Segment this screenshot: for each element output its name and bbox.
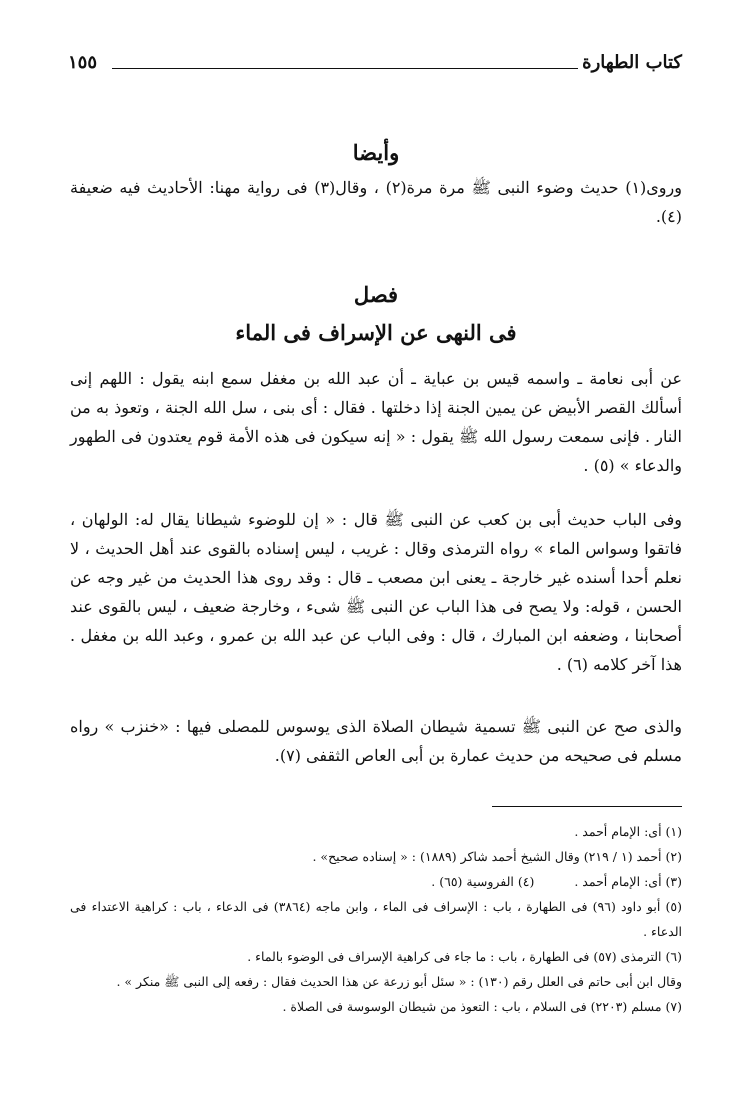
paragraph: عن أبى نعامة ـ واسمه قيس بن عباية ـ أن عبد الله بن مغفل سمع ابنه يقول : اللهم إنى أسألك القصر الأبيض عن يمين الجنة إذا دخلتها . فقال : أى بنى ، سل الله الجنة ، وتعوذ به من النار . فإنى سمعت رسول الله ﷺ يقول : « إنه سيكون فى هذه الأمة قوم يعتدون فى الطهور والدعاء » (٥) . [70,369,682,475]
section2-paragraph-3 [70,712,682,770]
paragraph: وفى الباب حديث أبى بن كعب عن النبى ﷺ قال : « إن للوضوء شيطانا يقال له: الولهان ، فاتقوا وسواس الماء » رواه الترمذى وقال : غريب ، ليس إسناده بالقوى عند أهل الحديث ، لا نعلم أحدا أسنده غير خارجة ـ يعنى ابن مصعب ـ قال : وقد روى هذا الحديث من غير وجه عن الحسن ، قوله: ولا يصح فى هذا الباب عن النبى ﷺ شىء ، وخارجة ضعيف ، ليس بالقوى عند أصحابنا ، وضعفه ابن المبارك ، قال : وفى الباب عن عبد الله بن عمرو ، وعبد الله بن مغفل . هذا آخر كلامه (٦) . [70,510,682,674]
section1-paragraph [70,173,682,231]
footnote-6-continued: وقال ابن أبى حاتم فى العلل رقم (١٣٠) : « سئل أبو زرعة عن هذا الحديث فقال : رفعه إلى النبى ﷺ منكر » . [116,974,682,989]
footnotes [70,819,682,1019]
running-head [68,52,682,78]
paragraph: والذى صح عن النبى ﷺ تسمية شيطان الصلاة الذى يوسوس للمصلى فيها : «خنزب » رواه مسلم فى صحيحه من حديث عمارة بن أبى العاص الثقفى (٧). [70,717,682,765]
footnote-4: (٤) الفروسية (٦٥) . [431,874,535,889]
section2-paragraph-1 [70,364,682,480]
section-subheading: فى النهى عن الإسراف فى الماء [235,320,517,345]
footnote-5: (٥) أبو داود (٩٦) فى الطهارة ، باب : الإسراف فى الماء ، وابن ماجه (٣٨٦٤) فى الدعاء ، باب : كراهية الاعتداء فى الدعاء . [70,899,682,939]
section-heading-fasl: فصل [353,282,399,307]
paragraph: وروى(١) حديث وضوء النبى ﷺ مرة مرة(٢) ، وقال(٣) فى رواية مهنا: الأحاديث فيه ضعيفة (٤). [70,178,682,226]
footnote-6: (٦) الترمذى (٥٧) فى الطهارة ، باب : ما جاء فى كراهية الإسراف فى الوضوء بالماء . [247,949,682,964]
running-head-rule [112,68,578,69]
page-number: ١٥٥ [68,52,98,73]
footnote-2: (٢) أحمد (١ / ٢١٩) وقال الشيخ أحمد شاكر (١٨٨٩) : « إسناده صحيح» . [312,849,682,864]
footnote-3: (٣) أى: الإمام أحمد . [574,874,682,889]
footnote-row-3-4 [70,869,682,894]
running-head-title: كتاب الطهارة [582,52,682,73]
footnote-separator [492,806,682,807]
footnote-1: (١) أى: الإمام أحمد . [574,824,682,839]
section-heading-ayda: وأيضا [352,140,400,165]
section2-paragraph-2 [70,505,682,679]
footnote-7: (٧) مسلم (٢٢٠٣) فى السلام ، باب : التعوذ من شيطان الوسوسة فى الصلاة . [282,999,682,1014]
